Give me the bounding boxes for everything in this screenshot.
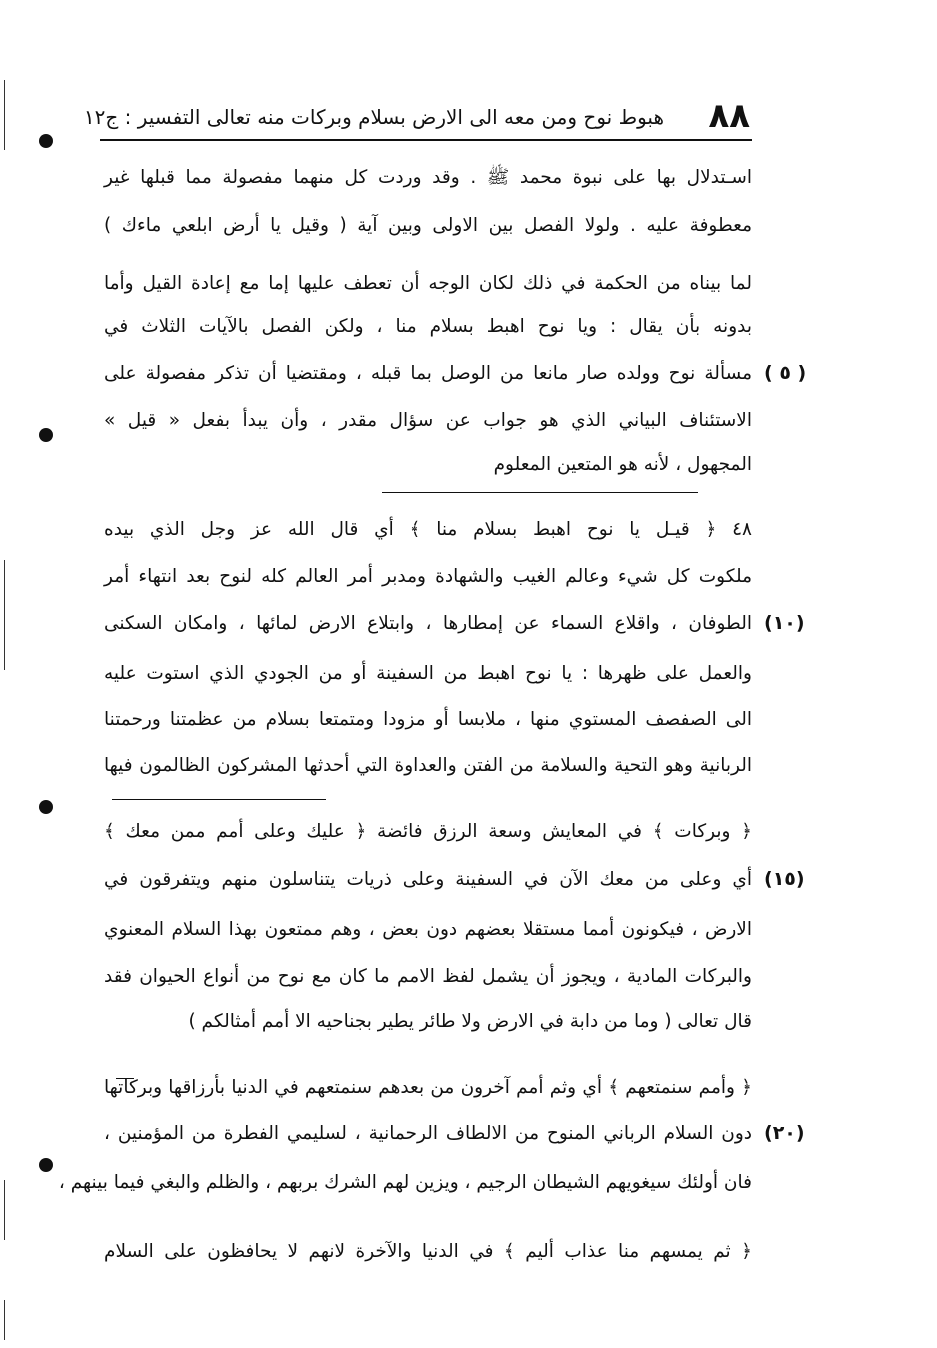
section-divider xyxy=(112,799,326,800)
punch-hole-icon xyxy=(39,1158,53,1172)
text-line: قال تعالى ( وما من دابة في الارض ولا طائر يطير بجناحيه الا أمم أمثالكم ) xyxy=(188,1011,752,1032)
text-line: ملكوت كل شيء وعالم الغيب والشهادة ومدبر أمر العالم كله لنوح بعد انتهاء أمر xyxy=(104,566,752,587)
section-divider xyxy=(382,492,698,493)
binding-edge-line xyxy=(4,560,5,670)
text-line: فان أولئك سيغويهم الشيطان الرجيم ، ويزين لهم الشرك بربهم ، والظلم والبغي فيما بينهم ، xyxy=(58,1172,752,1193)
line-number: ( ٥ ) xyxy=(764,362,807,384)
text-line: ٤٨ ﴿ قيـل يا نوح اهبط بسلام منا ﴾ أي قال الله عز وجل الذي بيده xyxy=(104,519,752,540)
punch-hole-icon xyxy=(39,428,53,442)
text-line: والعمل على ظهرها : يا نوح اهبط من السفينة أو من الجودي الذي استوت عليه xyxy=(104,663,752,684)
binding-edge-line xyxy=(4,80,5,150)
line-number: (٢٠) xyxy=(764,1122,805,1144)
text-line: معطوفة عليه . ولولا الفصل بين الاولى وبين آية ( وقيل يا أرض ابلعي ماءك ) xyxy=(104,215,752,236)
line-number: (١٥) xyxy=(764,868,805,890)
text-line: مسألة نوح وولده صار مانعا من الوصل بما قبله ، ومقتضيا أن تذكر مفصولة على xyxy=(104,363,752,384)
text-line: لما بيناه من الحكمة في ذلك لكان الوجه أن تعطف عليها إما مع إعادة القيل وأما xyxy=(104,273,752,294)
text-line: الطوفان ، واقلاع السماء عن إمطارها ، وابتلاع الارض لمائها ، وامكان السكنى xyxy=(104,613,752,634)
text-line: المجهول ، لأنه هو المتعين المعلوم xyxy=(493,454,752,475)
text-line: الربانية وهو التحية والسلامة من الفتن والعداوة التي أحدثها المشركون الظالمون فيها xyxy=(104,755,752,776)
punch-hole-icon xyxy=(39,800,53,814)
page-header xyxy=(83,96,750,136)
text-line: ﴿ ثم يمسهم منا عذاب أليم ﴾ في الدنيا والآخرة لانهم لا يحافظون على السلام xyxy=(104,1241,752,1262)
text-line: الى الصفصف المستوي منها ، ملابسا أو مزودا ومتمتعا بسلام من عظمتنا ورحمتنا xyxy=(104,709,752,730)
text-line: الاستئناف البياني الذي هو جواب عن سؤال مقدر ، وأن يبدأ بفعل « قيل » xyxy=(104,410,752,431)
running-title: هبوط نوح ومن معه الى الارض بسلام وبركات منه تعالى التفسير : ج١٢ xyxy=(83,105,664,129)
text-line: اسـتدلال بها على نبوة محمد ﷺ . وقد وردت كل منهما مفصولة مما قبلها غير xyxy=(104,167,752,188)
text-line: ﴿ وأمم سنمتعهم ﴾ أي وثم أمم آخرون من بعدهم سنمتعهم في الدنيا بأرزاقها وبركاتها xyxy=(104,1077,752,1098)
text-line: الارض ، فيكونون أمما مستقلا بعضهم دون بعض ، وهم ممتعون بهذا السلام المعنوي xyxy=(104,919,752,940)
text-line: والبركات المادية ، ويجوز أن يشمل لفظ الامم ما كان مع نوح من أنواع الحيوان فقد xyxy=(104,966,752,987)
text-line: دون السلام الرباني المنوح من الالطاف الرحمانية ، لسليمي الفطرة من المؤمنين ، xyxy=(104,1123,752,1144)
binding-edge-line xyxy=(4,1300,5,1340)
text-line: أي وعلى من معك الآن في السفينة وعلى ذريات يتناسلون منهم ويتفرقون في xyxy=(104,869,752,890)
punch-hole-icon xyxy=(39,134,53,148)
text-line: ﴿ وبركات ﴾ في المعايش وسعة الرزق فائضة ﴿ عليك وعلى أمم ممن معك ﴾ xyxy=(104,821,752,842)
text-line: بدونه بأن يقال : ويا نوح اهبط بسلام منا ، ولكن الفصل بالآيات الثلاث في xyxy=(104,316,752,337)
header-rule xyxy=(100,139,752,141)
page-number: ٨٨ xyxy=(708,96,750,136)
binding-edge-line xyxy=(4,1180,5,1240)
line-number: (١٠) xyxy=(764,612,805,634)
